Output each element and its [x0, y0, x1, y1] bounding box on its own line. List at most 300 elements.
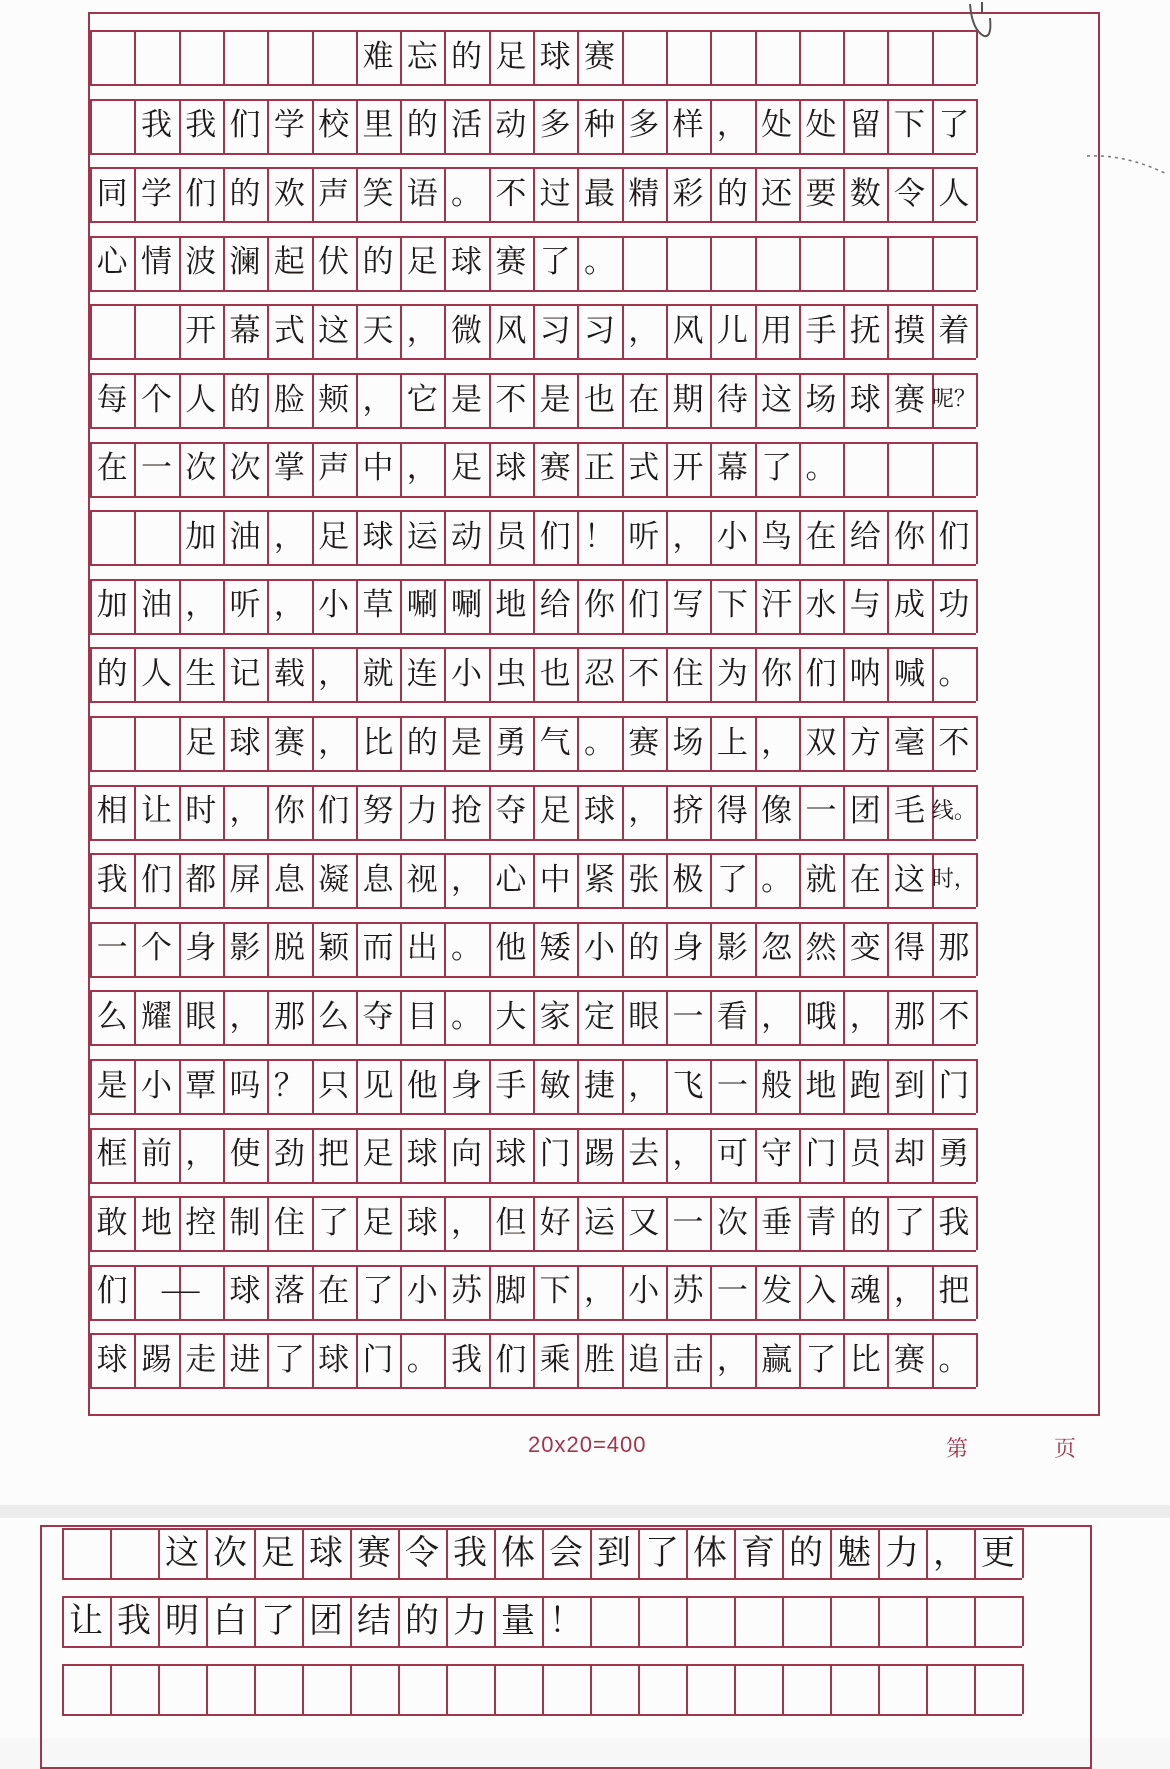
grid-character: ？: [273, 1067, 305, 1104]
grid-character: 门: [805, 1136, 837, 1173]
grid-character: 把: [938, 1273, 970, 1310]
grid-row-line: [90, 1113, 976, 1115]
grid-character: ，: [583, 1273, 615, 1310]
grid-column-line: [976, 99, 978, 153]
grid-character: 比: [362, 724, 394, 761]
grid-character: 你: [583, 587, 615, 624]
grid-character: 还: [761, 175, 793, 212]
grid-character: 式: [273, 312, 305, 349]
grid-character: 住: [672, 655, 704, 692]
grid-character: 球: [318, 1341, 350, 1378]
grid-character: 也: [539, 655, 571, 692]
grid-character: 赛: [583, 38, 615, 75]
grid-character: 风: [495, 312, 527, 349]
grid-character: 我: [117, 1601, 151, 1641]
grid-character: 功: [938, 587, 970, 624]
grid-character: 是: [451, 381, 483, 418]
grid-character: 就: [805, 861, 837, 898]
grid-character: 劲: [273, 1136, 305, 1173]
grid-row-line: [90, 564, 976, 566]
grid-character: 掌: [273, 450, 305, 487]
grid-character: 它: [406, 381, 438, 418]
grid-character: 是: [96, 1067, 128, 1104]
grid-character: ，: [406, 450, 438, 487]
grid-character: 球: [229, 1273, 261, 1310]
grid-character: 们: [229, 107, 261, 144]
grid-column-line: [976, 304, 978, 358]
grid-character: 赛: [273, 724, 305, 761]
grid-character: 赛: [894, 1341, 926, 1378]
grid-character: 般: [761, 1067, 793, 1104]
grid-character: ，: [628, 793, 660, 830]
grid-character: 为: [716, 655, 748, 692]
grid-row-line: [90, 221, 976, 223]
grid-character: 小: [406, 1273, 438, 1310]
grid-character: ，: [362, 381, 394, 418]
grid-character: 赛: [357, 1533, 391, 1573]
grid-character: 伏: [318, 244, 350, 281]
grid-character: 习: [583, 312, 615, 349]
grid-column-line: [976, 579, 978, 633]
grid-character: 下: [894, 107, 926, 144]
grid-character: 汗: [761, 587, 793, 624]
grid-character: 忘: [406, 38, 438, 75]
grid-character: 会: [549, 1533, 583, 1573]
grid-character: [622, 236, 666, 290]
grid-character: 澜: [229, 244, 261, 281]
grid-character: 身: [672, 930, 704, 967]
grid-character: 努: [362, 793, 394, 830]
grid-character: 但: [495, 1204, 527, 1241]
grid-column-line: [976, 373, 978, 427]
grid-character: 更: [981, 1533, 1015, 1573]
grid-character: 正: [583, 450, 615, 487]
grid-character: 声: [318, 175, 350, 212]
grid-character: 小: [140, 1067, 172, 1104]
grid-character: 量: [501, 1601, 535, 1641]
grid-character: 次: [229, 450, 261, 487]
grid-character: 处: [805, 107, 837, 144]
grid-character: 比: [849, 1341, 881, 1378]
grid-character: 是: [451, 724, 483, 761]
grid-character: [90, 30, 134, 84]
grid-character: 的: [406, 107, 438, 144]
grid-character: [710, 30, 754, 84]
grid-column-line: [976, 167, 978, 221]
grid-character: [134, 30, 178, 84]
grid-column-line: [976, 716, 978, 770]
grid-character: 。: [451, 998, 483, 1035]
grid-character: [755, 30, 799, 84]
grid-character: 影: [716, 930, 748, 967]
grid-character: 毛: [894, 793, 926, 830]
grid-character: 多: [628, 107, 660, 144]
grid-character: 加: [96, 587, 128, 624]
grid-character: 不: [938, 724, 970, 761]
grid-character: 开: [672, 450, 704, 487]
grid-character: 喊: [894, 655, 926, 692]
grid-column-line: [976, 1265, 978, 1319]
grid-character: 就: [362, 655, 394, 692]
grid-character: 那: [273, 998, 305, 1035]
grid-character: 我: [451, 1341, 483, 1378]
grid-character: 呢？: [931, 387, 976, 412]
grid-character: 习: [539, 312, 571, 349]
grid-character: ，: [761, 724, 793, 761]
grid-character: 一: [716, 1273, 748, 1310]
grid-character: ，: [849, 998, 881, 1035]
grid-character: 心: [495, 861, 527, 898]
grid-character: 油: [229, 518, 261, 555]
grid-row-line: [90, 153, 976, 155]
page-label-ye: 页: [1054, 1436, 1077, 1461]
grid-character: 球: [96, 1341, 128, 1378]
grid-row-line: [90, 84, 976, 86]
grid-character: [312, 30, 356, 84]
grid-character: 的: [405, 1601, 439, 1641]
grid-character: 在: [805, 518, 837, 555]
grid-character: 微: [451, 312, 483, 349]
grid-character: 了: [894, 1204, 926, 1241]
grid-character: 手: [805, 312, 837, 349]
grid-character: 那: [938, 930, 970, 967]
grid-character: 们: [805, 655, 837, 692]
grid-character: 球: [451, 244, 483, 281]
grid-character: 们: [96, 1273, 128, 1310]
grid-character: [887, 30, 931, 84]
grid-character: ，: [185, 587, 217, 624]
grid-character: 与: [849, 587, 881, 624]
grid-character: 体: [501, 1533, 535, 1573]
grid-character: 幕: [229, 312, 261, 349]
grid-character: 是: [539, 381, 571, 418]
grid-character: 大: [495, 998, 527, 1035]
grid-character: ，: [894, 1273, 926, 1310]
grid-character: 魂: [849, 1273, 881, 1310]
grid-character: 在: [849, 861, 881, 898]
grid-character: 追: [628, 1341, 660, 1378]
grid-character: 我: [938, 1204, 970, 1241]
grid-character: 去: [628, 1136, 660, 1173]
grid-character: 的: [628, 930, 660, 967]
grid-character: 覃: [185, 1067, 217, 1104]
grid-character: 精: [628, 175, 660, 212]
grid-character: 好: [539, 1204, 571, 1241]
grid-character: 足: [451, 450, 483, 487]
grid-column-line: [976, 785, 978, 839]
grid-character: 的: [96, 655, 128, 692]
grid-character: 白: [213, 1601, 247, 1641]
grid-character: 却: [894, 1136, 926, 1173]
grid-character: 了: [805, 1341, 837, 1378]
grid-character: 运: [583, 1204, 615, 1241]
grid-character: 员: [495, 518, 527, 555]
grid-character: 留: [849, 107, 881, 144]
grid-character: 们: [140, 861, 172, 898]
grid-character: 听: [628, 518, 660, 555]
grid-character: 呐: [849, 655, 881, 692]
grid-character: 吗: [229, 1067, 261, 1104]
grid-character: 。: [938, 655, 970, 692]
grid-character: 让: [140, 793, 172, 830]
grid-character: 双: [805, 724, 837, 761]
grid-character: 运: [406, 518, 438, 555]
grid-character: [622, 30, 666, 84]
grid-character: 。: [938, 1341, 970, 1378]
grid-character: 球: [495, 1136, 527, 1173]
grid-character: 每: [96, 381, 128, 418]
grid-character: 走: [185, 1341, 217, 1378]
grid-character: 时，: [931, 867, 976, 893]
grid-character: ，: [716, 107, 748, 144]
grid-character: 夺: [495, 793, 527, 830]
grid-character: 毫: [894, 724, 926, 761]
grid-character: 给: [539, 587, 571, 624]
grid-character: 足: [539, 793, 571, 830]
grid-character: ，: [273, 587, 305, 624]
grid-character: [843, 30, 887, 84]
grid-character: 同: [96, 175, 128, 212]
grid-character: 极: [672, 861, 704, 898]
grid-character: 员: [849, 1136, 881, 1173]
grid-character: 眼: [628, 998, 660, 1035]
grid-row-line: [90, 770, 976, 772]
grid-character: 忽: [761, 930, 793, 967]
grid-character: 他: [495, 930, 527, 967]
grid-character: 了: [261, 1601, 295, 1641]
grid-character: 颖: [318, 930, 350, 967]
grid-character: 成: [894, 587, 926, 624]
grid-character: 了: [273, 1341, 305, 1378]
grid-character: 住: [273, 1204, 305, 1241]
word-count-label: 20x20=400: [528, 1432, 647, 1457]
grid-character: 。: [805, 450, 837, 487]
grid-character: 鸟: [761, 518, 793, 555]
grid-character: 球: [229, 724, 261, 761]
grid-character: 团: [309, 1601, 343, 1641]
grid-character: 矮: [539, 930, 571, 967]
grid-character: 不: [495, 381, 527, 418]
grid-character: 里: [362, 107, 394, 144]
page-gap: [0, 1505, 1170, 1518]
grid-character: 捷: [583, 1067, 615, 1104]
grid-character: 们: [938, 518, 970, 555]
grid-character: 他: [406, 1067, 438, 1104]
grid-character: 语: [406, 175, 438, 212]
grid-character: 抢: [451, 793, 483, 830]
grid-character: 下: [539, 1273, 571, 1310]
grid-character: 赢: [761, 1341, 793, 1378]
grid-character: 脚: [495, 1273, 527, 1310]
grid-character: 令: [405, 1533, 439, 1573]
grid-row-line: [90, 427, 976, 429]
grid-character: 夺: [362, 998, 394, 1035]
grid-character: 球: [309, 1533, 343, 1573]
grid-character: 足: [495, 38, 527, 75]
grid-row-line: [90, 1250, 976, 1252]
grid-character: 彩: [672, 175, 704, 212]
grid-character: 动: [495, 107, 527, 144]
grid-row-line: [90, 839, 976, 841]
grid-column-line: [976, 647, 978, 701]
grid-character: 生: [185, 655, 217, 692]
grid-character: ，: [628, 1067, 660, 1104]
grid-character: 那: [894, 998, 926, 1035]
grid-character: 虫: [495, 655, 527, 692]
grid-character: 耀: [140, 998, 172, 1035]
grid-character: 小: [451, 655, 483, 692]
grid-character: 样: [672, 107, 704, 144]
grid-character: 而: [362, 930, 394, 967]
grid-character: 门: [362, 1341, 394, 1378]
grid-character: 时: [185, 793, 217, 830]
grid-character: 足: [362, 1136, 394, 1173]
grid-character: 入: [805, 1273, 837, 1310]
grid-character: 又: [628, 1204, 660, 1241]
grid-character: 紧: [583, 861, 615, 898]
grid-character: 到: [597, 1533, 631, 1573]
grid-character: 息: [273, 861, 305, 898]
grid-character: 一: [805, 793, 837, 830]
grid-character: 魅: [837, 1533, 871, 1573]
grid-character: 处: [761, 107, 793, 144]
grid-column-line: [976, 1196, 978, 1250]
grid-character: 也: [583, 381, 615, 418]
grid-character: 力: [885, 1533, 919, 1573]
grid-character: 勇: [938, 1136, 970, 1173]
grid-character: 脸: [273, 381, 305, 418]
grid-character: 的: [789, 1533, 823, 1573]
grid-character: 小: [716, 518, 748, 555]
grid-character: 球: [362, 518, 394, 555]
grid-character: 身: [451, 1067, 483, 1104]
grid-character: 像: [761, 793, 793, 830]
grid-character: 足: [406, 244, 438, 281]
grid-character: [134, 510, 178, 564]
grid-character: 草: [362, 587, 394, 624]
grid-column-line: [976, 510, 978, 564]
page-label-di: 第: [946, 1436, 969, 1461]
grid-character: 飞: [672, 1067, 704, 1104]
grid-character: 小: [583, 930, 615, 967]
grid-character: 明: [165, 1601, 199, 1641]
grid-character: 下: [716, 587, 748, 624]
grid-character: 在: [628, 381, 660, 418]
grid-character: 张: [628, 861, 660, 898]
grid-character: 控: [185, 1204, 217, 1241]
grid-character: 人: [185, 381, 217, 418]
grid-character: 手: [495, 1067, 527, 1104]
grid-character: ，: [933, 1533, 967, 1573]
grid-character: 儿: [716, 312, 748, 349]
grid-character: 得: [894, 930, 926, 967]
grid-character: 力: [406, 793, 438, 830]
grid-character: 胜: [583, 1341, 615, 1378]
grid-character: 了: [318, 1204, 350, 1241]
grid-character: 进: [229, 1341, 261, 1378]
grid-character: [90, 99, 134, 153]
grid-row-line: [90, 1182, 976, 1184]
grid-character: 的: [229, 175, 261, 212]
grid-character: ，: [672, 1136, 704, 1173]
grid-character: [179, 1265, 223, 1319]
grid-character: 加: [185, 518, 217, 555]
grid-column-line: [976, 990, 978, 1044]
grid-character: 颊: [318, 381, 350, 418]
grid-character: 难: [362, 38, 394, 75]
grid-character: 幕: [716, 450, 748, 487]
grid-character: [843, 442, 887, 496]
grid-character: 结: [357, 1601, 391, 1641]
grid-character: 载: [273, 655, 305, 692]
grid-character: 次: [213, 1533, 247, 1573]
grid-character: 油: [140, 587, 172, 624]
grid-character: 了: [761, 450, 793, 487]
grid-character: 足: [362, 1204, 394, 1241]
grid-character: 小: [628, 1273, 660, 1310]
grid-character: 向: [451, 1136, 483, 1173]
grid-character: [843, 236, 887, 290]
grid-character: 定: [583, 998, 615, 1035]
grid-character: 凝: [318, 861, 350, 898]
grid-character: 让: [69, 1601, 103, 1641]
grid-character: 要: [805, 175, 837, 212]
grid-column-line: [976, 236, 978, 290]
grid-column-line: [976, 1128, 978, 1182]
grid-character: 身: [185, 930, 217, 967]
grid-character: [799, 236, 843, 290]
grid-character: [179, 30, 223, 84]
grid-character: ，: [229, 793, 261, 830]
grid-character: 。: [583, 244, 615, 281]
grid-row-line: [90, 701, 976, 703]
grid-character: 不: [495, 175, 527, 212]
grid-character: 线。: [931, 798, 976, 824]
grid-character: 不: [628, 655, 660, 692]
grid-character: 唰: [451, 587, 483, 624]
grid-character: 了: [716, 861, 748, 898]
grid-character: 。: [451, 930, 483, 967]
grid-character: 个: [140, 930, 172, 967]
grid-character: 勇: [495, 724, 527, 761]
grid-character: 。: [406, 1341, 438, 1378]
grid-row-line: [90, 290, 976, 292]
grid-character: 这: [894, 861, 926, 898]
grid-character: 球: [583, 793, 615, 830]
grid-character: 了: [938, 107, 970, 144]
grid-character: 一: [672, 1204, 704, 1241]
grid-character: 敢: [96, 1204, 128, 1241]
grid-character: 敏: [539, 1067, 571, 1104]
grid-character: 们: [495, 1341, 527, 1378]
grid-character: [932, 236, 976, 290]
grid-character: 了: [362, 1273, 394, 1310]
grid-character: ，: [672, 518, 704, 555]
grid-character: 活: [451, 107, 483, 144]
grid-character: 在: [318, 1273, 350, 1310]
grid-character: 跑: [849, 1067, 881, 1104]
grid-character: 苏: [451, 1273, 483, 1310]
grid-character: [799, 30, 843, 84]
grid-character: 乘: [539, 1341, 571, 1378]
grid-character: 发: [761, 1273, 793, 1310]
grid-character: 场: [805, 381, 837, 418]
grid-character: 我: [453, 1533, 487, 1573]
grid-character: [887, 442, 931, 496]
grid-character: 赛: [539, 450, 571, 487]
grid-character: ，: [451, 1204, 483, 1241]
grid-character: 这: [165, 1533, 199, 1573]
